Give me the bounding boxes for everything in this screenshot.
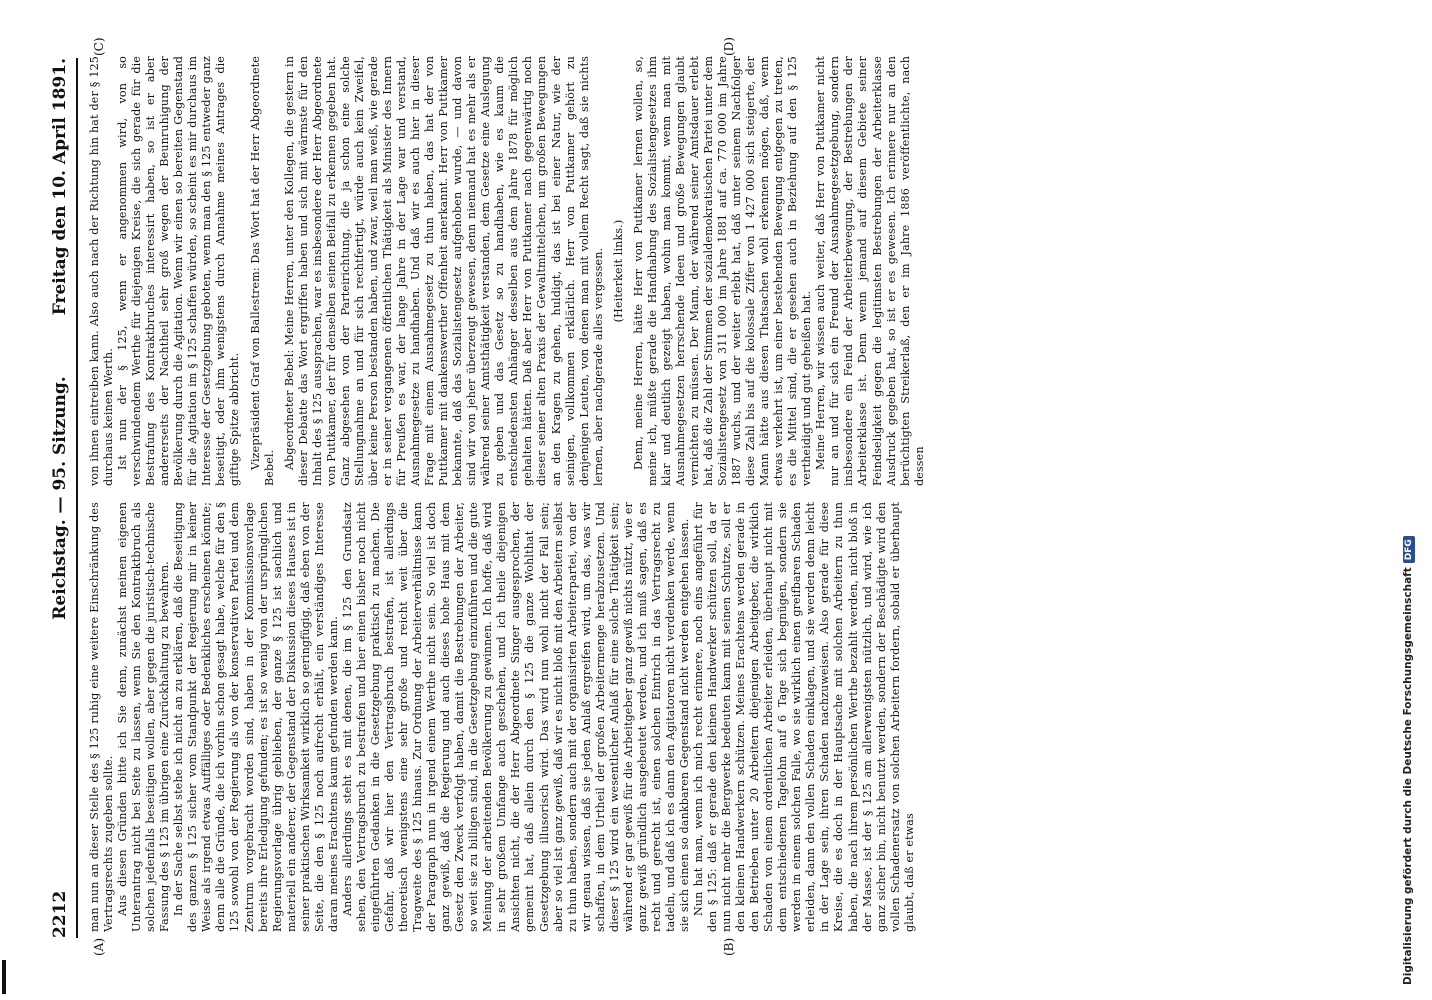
- credit-text: Digitalisierung gefördert durch die Deutsche Forschungsgemeinschaft: [1402, 567, 1414, 985]
- page-number: 2212: [50, 890, 70, 938]
- left-column: [88, 502, 1378, 932]
- session-date: Freitag den 10. April 1891.: [50, 58, 70, 316]
- page-header: [46, 58, 76, 938]
- paragraph: von ihnen eintreiben kann. Also auch nach der Richtung hin hat der § 125 durchaus keinen Werth.: [88, 56, 116, 486]
- paragraph: Nun hat man, wenn ich mich recht erinnere, noch eins angeführt für den § 125: daß er gerade den kleinen Handwerker schützen soll, da er nun nicht mehr die Bergwerke bedeuten kann mit seinen Schutze, soll er den kleinen Handwerkern schützen. Meines Erachtens werden gerade in den Betrieben unter 20 Arbeitern diejenigen Arbeitgeber, die wirklich Schaden von einem ordentlichen Arbeiter erleiden, überhaupt nicht mit dem entschiedenen Tagelohn auf 6 Tage sich begnügen, sondern sie werden in einem solchen Falle, wo sie wirklich einen greifbaren Schaden erleiden, dann den vollen Schaden einklagen, und sie werden denn leicht in der Lage sein, ihren Schaden nachzuweisen. Also gerade für diese Kreise, die es doch in der Hauptsache mit solchen Arbeitern zu thun haben, die nach ihrem persönlichen Werthe bezahlt werden, nicht bloß in der Masse, ist der § 125 am allerwenigsten nützlich, und wird, wie ich ganz sicher bin, nicht benutzt werden, sondern der Beschädigte wird den vollen Schadenersatz von solchen Arbeitern fordern, sobald er überhaupt glaubt, daß er etwas: [692, 502, 916, 932]
- interjection: (Heiterkeit links.): [611, 219, 625, 323]
- paragraph: Aus diesen Gründen bitte ich Sie denn, zunächst meinen eigenen Unterantrag nicht bei Seite zu lassen, wenn Sie den Kontraktbruch als solchen jedenfalls beseitigen wollen, aber gegen die juristisch-technische Fassung des § 125 im übrigen eine Zurückhaltung zu bewahren.: [116, 502, 172, 932]
- paragraph: Meine Herren, wir wissen auch weiter, daß Herr von Puttkamer nicht nur an und für sich ein Freund der Ausnahmegesetzgebung, sondern insbesondere ein Feind der Arbeiterbewegung, der Bestrebungen der Arbeiterklasse ist. Denn wenn jemand auf diesem Gebiete seiner Feindseligkeit gegen die legitimsten Bestrebungen der Arbeiterklasse Ausdruck gegeben hat, so ist er es gewesen. Ich erinnere nur an den berüchtigten Streikerlaß, den er im Jahre 1886 veröffentlichte, nach dessen: [814, 56, 926, 486]
- dfg-logo: DFG: [1403, 536, 1415, 563]
- paragraph: Anders allerdings steht es mit denen, die im § 125 den Grundsatz sehen, den Vertragsbruch zu bestrafen und hier einen bisher noch nicht eingeführten Gedanken in die Gesetzgebung praktisch zu machen. Die Gefahr, daß wir hier den Vertragsbruch bestrafen, ist allerdings theoretisch wenigstens eine sehr große und reicht weit über die Tragweite des § 125 hinaus. Zur Ordnung der Arbeiterverhältnisse kann der Paragraph nun in irgend einem Werthe nicht sein. So viel ist doch ganz gewiß, daß die Regierung und auch dieses hohe Haus mit dem Gesetz den Zweck verfolgt haben, damit die Bestrebungen der Arbeiter, so weit sie zu billigen sind, in die Gesetzgebung einzuführen und die gute Meinung der arbeitenden Bevölkerung zu gewinnen. Ich hoffe, daß wird in sehr großem Umfange auch geschehen, und ich theile diejenigen Ansichten nicht, die der Herr Abgeordnete Singer ausgesprochen, der gemeint hat, daß allein durch den § 125 die ganze Wohlthat der Gesetzgebung illusorisch wird. Das wird nun wohl nicht der Fall sein; aber so viel ist ganz gewiß, daß wir es nicht bloß mit den Arbeitern selbst zu thun haben, sondern auch mit der organisirten Arbeiterpartei, von der wir genau wissen, daß sie jeden Anlaß ergreifen wird, um das, was wir schaffen, in dem Urtheil der großen Arbeitermenge herabzusetzen. Und dieser § 125 wird ein wesentlicher Anlaß für eine solche Thätigkeit sein; während er gar gewiß für die Arbeitgeber ganz gewiß nichts nützt, wie er ganz gewiß gründlich ausgebeutet werden, und ich muß sagen, daß es recht und gerecht ist, einen solchen Eintrich in das Vertragsrecht zu tadeln, und daß ich es dann den Agitatoren nicht verdenken werde, wenn sie sich einen so dankbaren Gegenstand nicht werden entgehen lassen.: [340, 502, 691, 932]
- paragraph: Ist nun der § 125, wenn er angenommen wird, von so verschwindendem Werthe für diejenigen Kreise, die sich gerade für die Bestrafung des Kontraktbruches interessirt haben, so ist er aber andererseits der Nachtheil sehr groß wegen der Beunruhigung der Bevölkerung durch die Agitation. Wenn wir einen so bereiten Gegenstand für die Agitation im § 125 schaffen würden, so scheint es mir durchaus im Interesse der Gesetzgebung geboten, wenn man den § 125 entweder ganz beseitigt, oder ihm wenigstens durch Annahme meines Antrages die giftige Spitze abbricht.: [116, 56, 242, 486]
- speaker-paragraph: Vizepräsident Graf von Ballestrem: Das Wort hat der Herr Abgeordnete Bebel.: [248, 56, 276, 486]
- session-title: Reichstag. — 95. Sitzung.: [50, 376, 70, 620]
- digitization-credit: [1402, 536, 1415, 985]
- paragraph: Denn, meine Herren, hätte Herr von Puttkamer lernen wollen, so, meine ich, müßte gerade die Handhabung des Sozialistengesetzes ihm klar und deutlich gezeigt haben, wohin man kommt, wenn man mit Ausnahmegesetzen herrschende Ideen und große Bewegungen glaubt vernichten zu müssen. Der Mann, der während seiner Amtsdauer erlebt hat, daß die Zahl der Stimmen der sozialdemokratischen Partei unter dem Sozialistengesetz von 311 000 im Jahre 1881 auf ca. 770 000 im Jahre 1887 wuchs, und der weiter erlebt hat, daß unter seinem Nachfolger diese Zahl bis auf die kolossale Ziffer von 1 427 000 sich steigerte, der Mann hätte aus diesen Thatsachen wohl erkennen mögen, daß, wenn etwas verkehrt ist, um einer bestehenden Bewegung entgegen zu treten, es die Mittel sind, die er gesehen auch in Beziehung auf den § 125 vertheidigt und gut geheißen hat.: [631, 56, 814, 486]
- margin-mark-b: (B): [722, 937, 736, 956]
- margin-mark-d: (D): [722, 37, 736, 56]
- margin-mark-a: (A): [92, 937, 106, 956]
- paragraph: man nun an dieser Stelle des § 125 ruhig eine weitere Einschränkung des Vertragsrechts zugeben sollte.: [88, 502, 116, 932]
- right-column: [88, 56, 1378, 486]
- margin-mark-c: (C): [92, 37, 106, 56]
- header-rule: [76, 58, 78, 938]
- speaker-paragraph: Abgeordneter Bebel: Meine Herren, unter den Kollegen, die gestern in dieser Debatte das Wort ergriffen haben und sich mit wärmste für den Inhalt des § 125 aussprachen, war es insbesondere der Herr Abgeordnete von Puttkamer, der für denselben seinen Beifall zu erkennen gegeben hat. Ganz abgesehen von der Parteirichtung, die ja schon eine solche Stellungnahme an und für sich rechtfertigt, würde auch kein Zweifel, über keine Person bestanden haben, und zwar, weil man weiß, wie gerade er in seiner vergangenen öffentlichen Thätigkeit als Minister des Innern für Preußen es war, der lange Jahre in der Lage war und verstand, Ausnahmegesetze zu handhaben. Und daß wir es auch hier in dieser Frage mit einem Ausnahmegesetz zu thun haben, das hat der von Puttkamer mit dankenswerther Offenheit anerkannt. Herr von Puttkamer bekannte, daß das Sozialistengesetz aufgehoben wurde, — und davon sind wir von jeher überzeugt gewesen, denn niemand hat es mehr als er während seiner Amtsthätigkeit verstanden, dem Gesetze eine Auslegung zu geben und das Gesetz so zu handhaben, wie es kaum die entschiedensten Anhänger desselben aus dem Jahre 1878 für möglich gehalten hätten. Daß aber Herr von Puttkamer nach gegenwärtig noch dieser seiner alten Praxis der Gewaltmittelchen, um großen Bewegungen an den Kragen zu gehen, huldigt, das ist bei einer Natur, wie der seinigen, vollkommen erklärlich. Herr von Puttkamer gehört zu denjenigen Leuten, von denen man mit vollem Recht sagt, daß sie nichts lernen, aber nachgerade alles vergessen.: [282, 56, 605, 486]
- paragraph: In der Sache selbst stehe ich nicht an zu erklären, daß die Beseitigung des ganzen § 125 sicher vom Standpunkt der Regierung mir in keiner Weise als irgend etwas Auffälliges oder Bedenkliches erscheinen könnte; denn alle die Gründe, die ich vorhin schon gesagt habe, welche für den § 125 sowohl von der Regierung als von der konservativen Partei und dem Zentrum vorgebracht worden sind, haben in der Kommissionsvorlage bereits ihre Erledigung gefunden; es ist so wenig von der ursprünglichen Regierungsvorlage übrig geblieben, der ganze § 125 ist sachlich und materiell ein anderer, der Gegenstand der Diskussion dieses Hauses ist in seiner praktischen Wirksamkeit wirklich so geringfügig, daß eben von der Seite, die den § 125 noch aufrecht erhält, ein verständiges Interesse daran meines Erachtens kaum gefunden werden kann.: [172, 502, 340, 932]
